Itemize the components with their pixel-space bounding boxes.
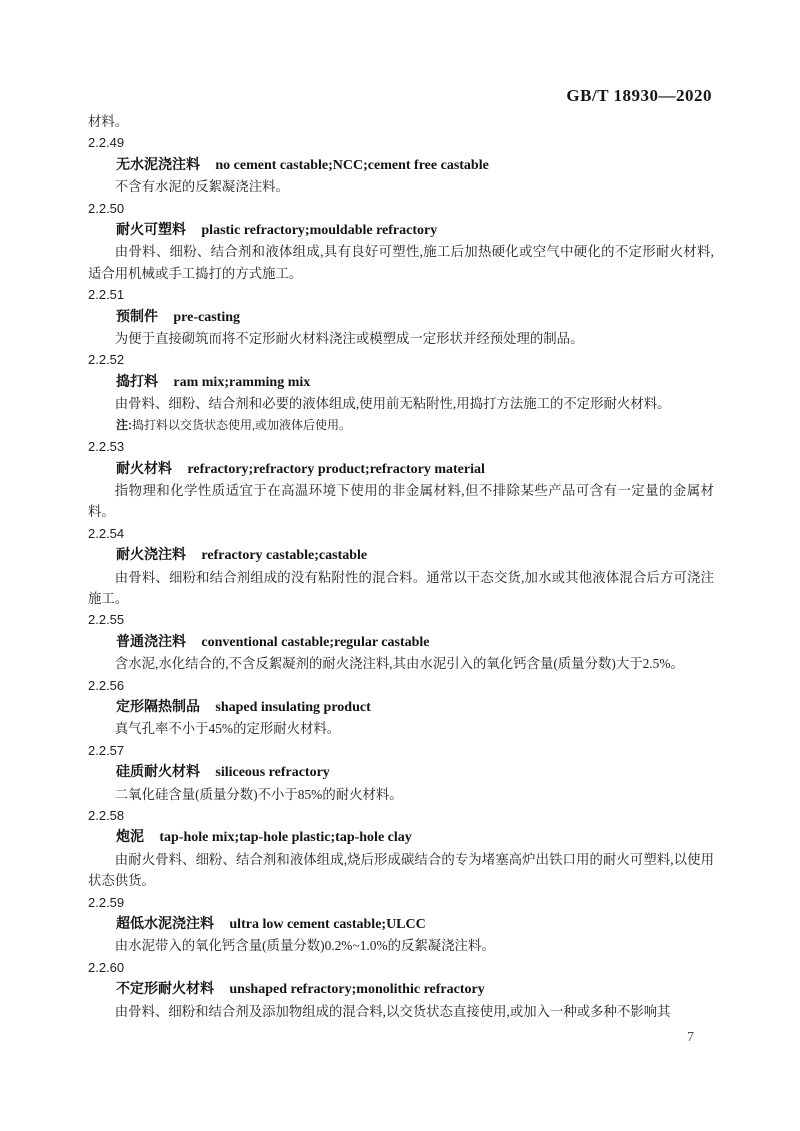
entry-definition: 由耐火骨料、细粉、结合剂和液体组成,烧后形成碳结合的专为堵塞高炉出铁口用的耐火可塑料,以使用状态供货。: [88, 851, 714, 889]
note-text: 捣打料以交货状态使用,或加液体后使用。: [132, 417, 352, 432]
term-entry: [88, 436, 714, 523]
entry-definition: 由骨料、细粉和结合剂组成的没有粘附性的混合料。通常以干态交货,加水或其他液体混合后方可浇注施工。: [88, 569, 714, 606]
term-entry: [88, 523, 714, 610]
term-chinese: 硅质耐火材料: [116, 763, 200, 780]
term-entry: [88, 892, 714, 957]
entry-number: 2.2.55: [88, 612, 125, 628]
entry-term: [88, 696, 714, 718]
entry-note: [88, 415, 714, 436]
term-entry: [88, 740, 714, 805]
entry-term: [88, 458, 714, 480]
page-header: [88, 86, 712, 106]
page-footer: [687, 1030, 694, 1046]
term-entry: [88, 284, 714, 349]
entry-number: 2.2.52: [88, 352, 125, 368]
term-english: shaped insulating product: [215, 699, 371, 715]
entry-term: [88, 154, 714, 176]
term-chinese: 定形隔热制品: [116, 697, 200, 714]
term-english: plastic refractory;mouldable refractory: [201, 223, 438, 239]
entry-definition: 不含有水泥的反絮凝浇注料。: [114, 179, 289, 195]
term-chinese: 不定形耐火材料: [116, 980, 214, 997]
entry-number: 2.2.50: [88, 200, 125, 216]
entry-term: [88, 826, 714, 848]
entry-term: [88, 631, 714, 653]
entry-number: 2.2.49: [88, 135, 125, 151]
page-number: 7: [687, 1030, 694, 1045]
term-entry: [88, 957, 714, 1022]
term-chinese: 耐火可塑料: [116, 221, 186, 238]
term-entry: [88, 349, 714, 436]
entry-definition: 含水泥,水化结合的,不含反絮凝剂的耐火浇注料,其由水泥引入的氧化钙含量(质量分数)大于2.5%。: [114, 656, 684, 672]
term-chinese: 捣打料: [116, 372, 158, 389]
term-english: tap-hole mix;tap-hole plastic;tap-hole clay: [159, 830, 412, 846]
term-english: conventional castable;regular castable: [201, 634, 430, 650]
entry-number: 2.2.54: [88, 525, 125, 541]
term-chinese: 耐火材料: [116, 459, 172, 476]
term-chinese: 超低水泥浇注料: [116, 915, 214, 932]
entry-definition: 由水泥带入的氧化钙含量(质量分数)0.2%~1.0%的反絮凝浇注料。: [114, 938, 495, 954]
entry-number: 2.2.57: [88, 742, 125, 758]
term-english: no cement castable;NCC;cement free castable: [215, 157, 489, 173]
entry-definition: 二氧化硅含量(质量分数)不小于85%的耐火材料。: [114, 786, 403, 802]
entry-number: 2.2.58: [88, 808, 125, 823]
entry-definition: 由骨料、细粉、结合剂和液体组成,具有良好可塑性,施工后加热硬化或空气中硬化的不定形耐火材料,适合用机械或手工捣打的方式施工。: [88, 244, 714, 281]
entry-term: [88, 371, 714, 393]
entry-term: [88, 761, 714, 783]
entry-number: 2.2.59: [88, 894, 125, 910]
entry-number: 2.2.60: [88, 959, 125, 975]
entry-definition: 为便于直接砌筑而将不定形耐火材料浇注或模塑成一定形状并经预处理的制品。: [114, 331, 584, 347]
entry-number: 2.2.51: [88, 287, 125, 303]
term-entry: [88, 675, 714, 740]
term-chinese: 普通浇注料: [116, 632, 186, 649]
document-body: [88, 111, 714, 1022]
entry-number: 2.2.53: [88, 439, 125, 455]
entry-definition: 由骨料、细粉、结合剂和必要的液体组成,使用前无粘附性,用捣打方法施工的不定形耐火材料。: [114, 396, 671, 412]
term-entry: [88, 198, 714, 285]
term-chinese: 耐火浇注料: [116, 546, 186, 563]
entry-term: [88, 913, 714, 935]
term-english: siliceous refractory: [215, 765, 330, 781]
entry-definition: 真气孔率不小于45%的定形耐火材料。: [114, 721, 341, 737]
term-chinese: 无水泥浇注料: [116, 155, 200, 172]
term-english: ultra low cement castable;ULCC: [229, 917, 426, 933]
term-entry: [88, 609, 714, 674]
entry-number: 2.2.56: [88, 677, 125, 693]
entry-term: [88, 306, 714, 328]
entry-term: [88, 544, 714, 566]
term-entry: [88, 805, 714, 892]
standard-number: GB/T 18930—2020: [566, 86, 712, 105]
entry-term: [88, 978, 714, 1000]
note-label: 注:: [116, 417, 132, 432]
term-english: refractory;refractory product;refractory material: [187, 461, 485, 477]
term-entries: [88, 132, 714, 1022]
term-english: pre-casting: [173, 309, 241, 325]
continuation-text: 材料。: [88, 114, 129, 129]
entry-definition: 由骨料、细粉和结合剂及添加物组成的混合料,以交货状态直接使用,或加入一种或多种不影响其: [114, 1003, 671, 1019]
term-chinese: 预制件: [116, 307, 158, 324]
term-english: refractory castable;castable: [201, 548, 368, 564]
entry-definition: 指物理和化学性质适宜于在高温环境下使用的非金属材料,但不排除某些产品可含有一定量的金属材料。: [88, 482, 714, 520]
entry-term: [88, 219, 714, 241]
term-chinese: 炮泥: [116, 828, 144, 845]
term-english: unshaped refractory;monolithic refractory: [229, 982, 485, 998]
term-entry: [88, 132, 714, 197]
term-english: ram mix;ramming mix: [173, 374, 311, 390]
